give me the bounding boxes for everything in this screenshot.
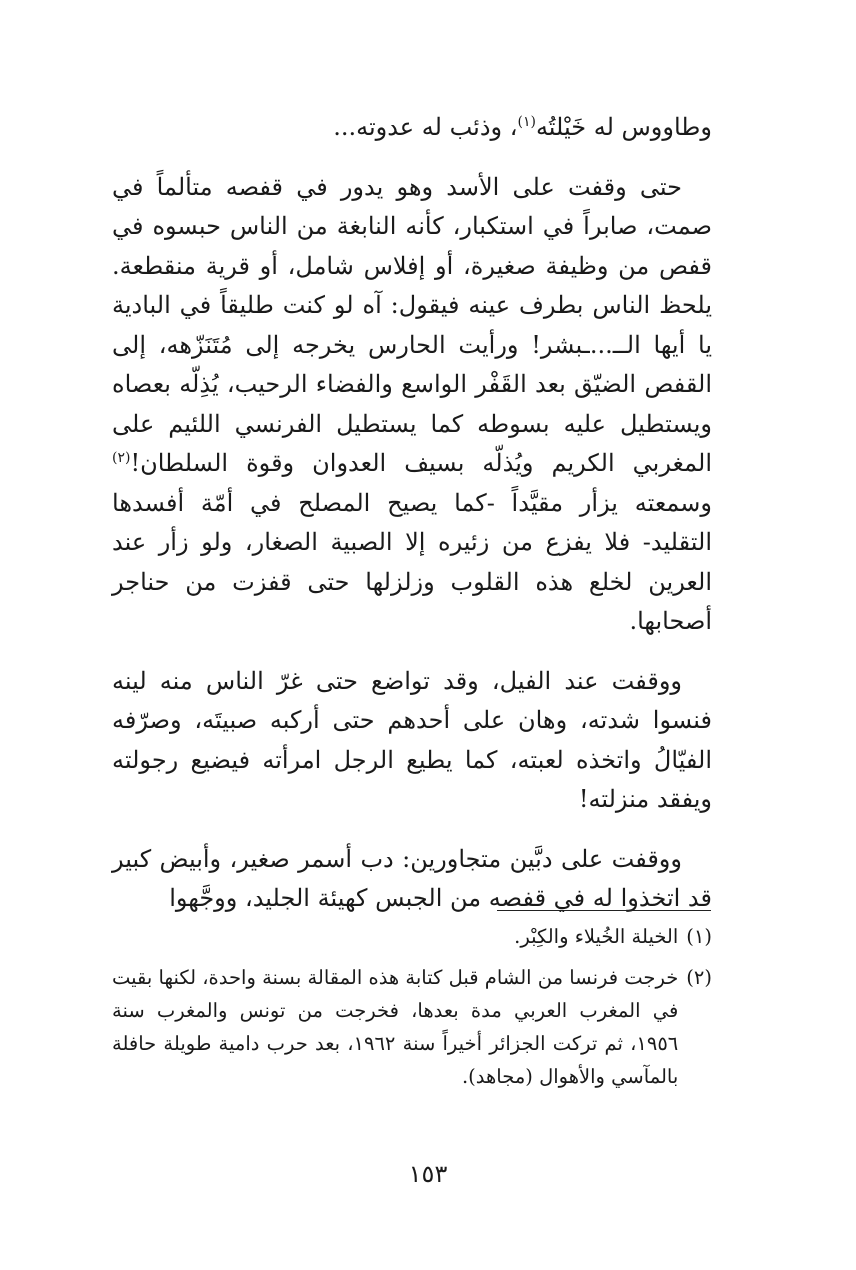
- footnotes: [112, 920, 712, 1101]
- paragraph-text: ووقفت على دبَّين متجاورين: دب أسمر صغير، وأبيض كبير قد اتخذوا له في قفصه من الجبس كهيئة الجليد، ووجَّهوا: [112, 844, 712, 912]
- footnote-reference-1[interactable]: (١): [517, 114, 536, 130]
- body-text: [112, 108, 712, 939]
- footnote-reference-2[interactable]: (٢): [112, 450, 131, 466]
- footnote-1: [112, 920, 712, 953]
- paragraph-text: حتى وقفت على الأسد وهو يدور في قفصه متألماً في صمت، صابراً في استكبار، كأنه النابغة من الناس حبسوه في قفص من وظيفة صغيرة، أو إفلاس شامل، أو قرية منقطعة. يلحظ الناس بطرف عينه فيقول: آه لو كنت طليقاً في البادية يا أيها الــ...ـبشر! ورأيت الحارس يخرجه إلى مُتَنَزّهه، إلى القفص الضيّق بعد القَفْر الواسع والفضاء الرحيب، يُذِلّه بعصاه ويستطيل عليه بسوطه كما يستطيل الفرنسي اللئيم على المغربي الكريم ويُذلّه بسيف العدوان وقوة السلطان!: [112, 172, 712, 477]
- paragraph-4: [112, 840, 712, 919]
- footnote-text: خرجت فرنسا من الشام قبل كتابة هذه المقالة بسنة واحدة، لكنها بقيت في المغرب العربي مدة بعدها، فخرجت من تونس والمغرب سنة ١٩٥٦، ثم تركت الجزائر أخيراً سنة ١٩٦٢، بعد حرب دامية طويلة حافلة بالمآسي والأهوال (مجاهد).: [112, 966, 679, 1088]
- paragraph-3: [112, 662, 712, 820]
- footnote-number: (١): [686, 925, 712, 948]
- paragraph-2: [112, 168, 712, 642]
- paragraph-text: وطاووس له خَيْلتُه: [535, 113, 712, 141]
- page-number: ١٥٣: [408, 1160, 448, 1188]
- footnote-2: [112, 961, 712, 1093]
- footnote-number: (٢): [686, 966, 712, 989]
- paragraph-text: وسمعته يزأر مقيَّداً -كما يصيح المصلح في أمّة أفسدها التقليد- فلا يفزع من زئيره إلا الصبية الصغار، ولو زأر عند العرين لخلع هذه القلوب وزلزلها حتى قفزت من حناجر أصحابها.: [112, 488, 712, 635]
- footnote-text: الخيلة الخُيلاء والكِبْر.: [514, 925, 679, 948]
- paragraph-1: [112, 108, 712, 148]
- paragraph-text: ووقفت عند الفيل، وقد تواضع حتى غرّ الناس منه لينه فنسوا شدته، وهان على أحدهم حتى أركبه صبيتَه، وصرّفه الفيّالُ واتخذه لعبته، كما يطيع الرجل امرأته فيضيع رجولته ويفقد منزلته!: [112, 666, 712, 813]
- paragraph-text: ، وذئب له عدوته...: [333, 113, 518, 141]
- footnote-divider: [497, 910, 711, 911]
